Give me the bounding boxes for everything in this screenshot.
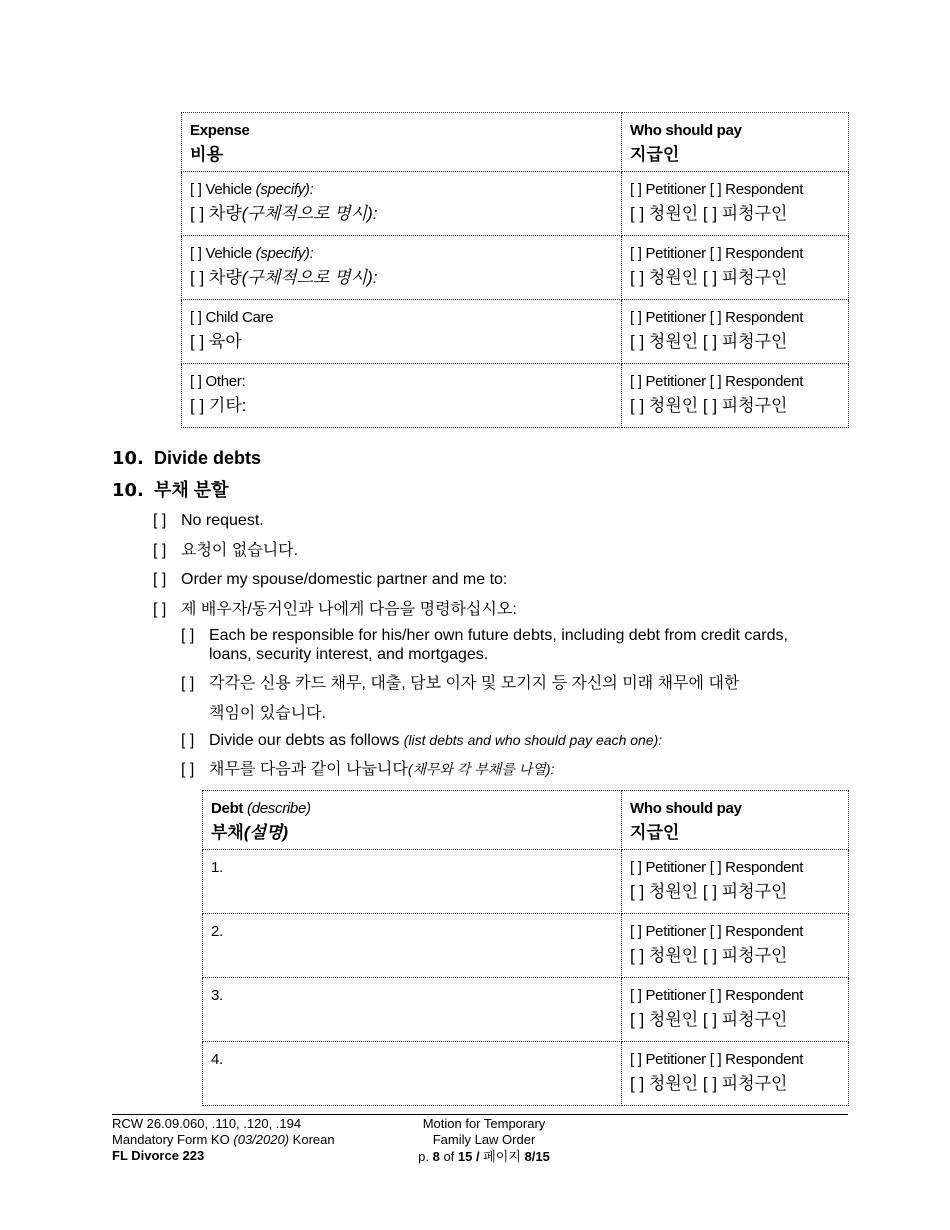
expense-label-ko: 육아 — [208, 332, 242, 351]
payer-options-ko[interactable]: [ ] 청원인 [ ] 피청구인 — [630, 396, 788, 415]
expense-header-cell — [182, 113, 622, 172]
payer-options[interactable]: [ ] Petitioner [ ] Respondent — [630, 309, 804, 326]
payer-options[interactable]: [ ] Petitioner [ ] Respondent — [630, 1051, 804, 1068]
debt-header-en: Debt — [211, 800, 244, 817]
section-number: 10. — [112, 480, 144, 501]
payer-options-ko[interactable]: [ ] 청원인 [ ] 피청구인 — [630, 204, 788, 223]
checkbox[interactable]: [ ] — [190, 309, 202, 326]
table-row — [203, 978, 849, 1042]
expense-note-ko: (구체적으로 명시): — [241, 204, 378, 223]
expense-table — [181, 112, 849, 428]
payer-options-ko[interactable]: [ ] 청원인 [ ] 피청구인 — [630, 268, 788, 287]
checkbox[interactable]: [ ] — [153, 601, 167, 618]
section-heading-ko — [112, 476, 229, 502]
checkbox[interactable]: [ ] — [181, 732, 195, 749]
debt-description-cell[interactable] — [203, 914, 622, 978]
table-row — [182, 172, 849, 236]
payer-header-cell — [622, 791, 849, 850]
checkbox[interactable]: [ ] — [190, 268, 205, 287]
debt-description-cell[interactable] — [203, 850, 622, 914]
debt-header-cell — [203, 791, 622, 850]
table-row — [182, 364, 849, 428]
debt-number: 4. — [211, 1051, 223, 1068]
expense-label: Vehicle — [205, 181, 252, 198]
expense-header-ko: 비용 — [190, 145, 223, 164]
footer-title-2: Family Law Order — [432, 1132, 536, 1147]
debt-description-cell[interactable] — [203, 1042, 622, 1106]
checkbox[interactable]: [ ] — [190, 396, 205, 415]
table-row — [182, 236, 849, 300]
checkbox[interactable]: [ ] — [190, 332, 205, 351]
divide-label-ko: 채무를 다음과 같이 나눕니다 — [209, 761, 408, 778]
checkbox[interactable]: [ ] — [190, 245, 202, 262]
checkbox[interactable]: [ ] — [153, 512, 167, 529]
checkbox[interactable]: [ ] — [181, 627, 195, 644]
no-request-option-ko — [153, 537, 298, 560]
no-request-option — [153, 512, 264, 530]
debt-description-cell[interactable] — [203, 978, 622, 1042]
footer-page: p. 8 of 15 / 페이지 8/15 — [418, 1149, 550, 1164]
payer-options[interactable]: [ ] Petitioner [ ] Respondent — [630, 923, 804, 940]
section-number: 10. — [112, 448, 144, 469]
payer-header-ko: 지급인 — [630, 145, 680, 164]
footer-title-1: Motion for Temporary — [422, 1116, 546, 1131]
expense-label: Vehicle — [205, 245, 252, 262]
debt-number: 3. — [211, 987, 223, 1004]
expense-note: (specify): — [255, 181, 314, 198]
footer-center — [384, 1116, 584, 1165]
payer-options[interactable]: [ ] Petitioner [ ] Respondent — [630, 373, 804, 390]
footer-rule — [112, 1114, 848, 1115]
payer-options[interactable]: [ ] Petitioner [ ] Respondent — [630, 245, 804, 262]
debt-number: 1. — [211, 859, 223, 876]
payer-header-en: Who should pay — [630, 122, 742, 139]
expense-label: Child Care — [205, 309, 274, 326]
checkbox[interactable]: [ ] — [153, 542, 167, 559]
divide-note: (list debts and who should pay each one): — [403, 732, 663, 748]
payer-options[interactable]: [ ] Petitioner [ ] Respondent — [630, 987, 804, 1004]
footer-form-line: Mandatory Form KO (03/2020) Korean — [112, 1132, 335, 1147]
section-heading-en — [112, 448, 261, 469]
table-row — [203, 914, 849, 978]
expense-note-ko: (구체적으로 명시): — [241, 268, 378, 287]
responsible-label-cont: loans, security interest, and mortgages. — [209, 646, 489, 663]
checkbox[interactable]: [ ] — [181, 675, 195, 692]
footer-left — [112, 1116, 335, 1164]
payer-header-en: Who should pay — [630, 800, 742, 817]
expense-label-ko: 차량 — [208, 204, 242, 223]
payer-options-ko[interactable]: [ ] 청원인 [ ] 피청구인 — [630, 332, 788, 351]
expense-header-en: Expense — [190, 122, 250, 139]
debt-header-note: (describe) — [247, 800, 311, 817]
footer-rcw: RCW 26.09.060, .110, .120, .194 — [112, 1116, 302, 1131]
responsible-label: Each be responsible for his/her own future debts, including debt from credit cards, — [209, 627, 788, 644]
payer-header-ko: 지급인 — [630, 823, 680, 842]
expense-note: (specify): — [255, 245, 314, 262]
expense-table-header — [182, 113, 849, 172]
debt-table — [202, 790, 849, 1106]
responsible-option-ko — [181, 670, 739, 693]
order-option — [153, 571, 507, 589]
order-label-ko: 제 배우자/동거인과 나에게 다음을 명령하십시오: — [181, 601, 517, 618]
footer-form-id: FL Divorce 223 — [112, 1148, 205, 1163]
payer-options-ko[interactable]: [ ] 청원인 [ ] 피청구인 — [630, 1074, 788, 1093]
expense-label: Other: — [205, 373, 246, 390]
divide-option — [181, 732, 662, 750]
responsible-label-ko-cont: 책임이 있습니다. — [209, 705, 327, 722]
checkbox[interactable]: [ ] — [181, 761, 195, 778]
order-label: Order my spouse/domestic partner and me to: — [181, 571, 508, 588]
order-option-ko — [153, 596, 517, 619]
debt-header-ko: 부채 — [211, 823, 244, 842]
table-row — [182, 300, 849, 364]
responsible-label-ko: 각각은 신용 카드 채무, 대출, 담보 이자 및 모기지 등 자신의 미래 채무에 대한 — [209, 675, 740, 692]
debt-header-note-ko: (설명) — [243, 823, 289, 842]
debt-table-header — [203, 791, 849, 850]
payer-options-ko[interactable]: [ ] 청원인 [ ] 피청구인 — [630, 1010, 788, 1029]
checkbox[interactable]: [ ] — [153, 571, 167, 588]
table-row — [203, 1042, 849, 1106]
checkbox[interactable]: [ ] — [190, 181, 202, 198]
payer-options[interactable]: [ ] Petitioner [ ] Respondent — [630, 181, 804, 198]
payer-options-ko[interactable]: [ ] 청원인 [ ] 피청구인 — [630, 882, 788, 901]
payer-options[interactable]: [ ] Petitioner [ ] Respondent — [630, 859, 804, 876]
payer-header-cell — [622, 113, 849, 172]
expense-label-ko: 차량 — [208, 268, 242, 287]
responsible-option — [181, 627, 788, 645]
divide-note-ko: (채무와 각 부채를 나열): — [407, 761, 555, 777]
no-request-label-ko: 요청이 없습니다. — [181, 542, 299, 559]
payer-options-ko[interactable]: [ ] 청원인 [ ] 피청구인 — [630, 946, 788, 965]
section-title-ko: 부채 분할 — [154, 480, 229, 500]
table-row — [203, 850, 849, 914]
section-title-en: Divide debts — [154, 448, 262, 468]
checkbox[interactable]: [ ] — [190, 373, 202, 390]
expense-label-ko: 기타: — [208, 396, 247, 415]
debt-number: 2. — [211, 923, 223, 940]
divide-label: Divide our debts as follows — [209, 732, 400, 749]
divide-option-ko — [181, 756, 554, 779]
checkbox[interactable]: [ ] — [190, 204, 205, 223]
no-request-label: No request. — [181, 512, 264, 529]
